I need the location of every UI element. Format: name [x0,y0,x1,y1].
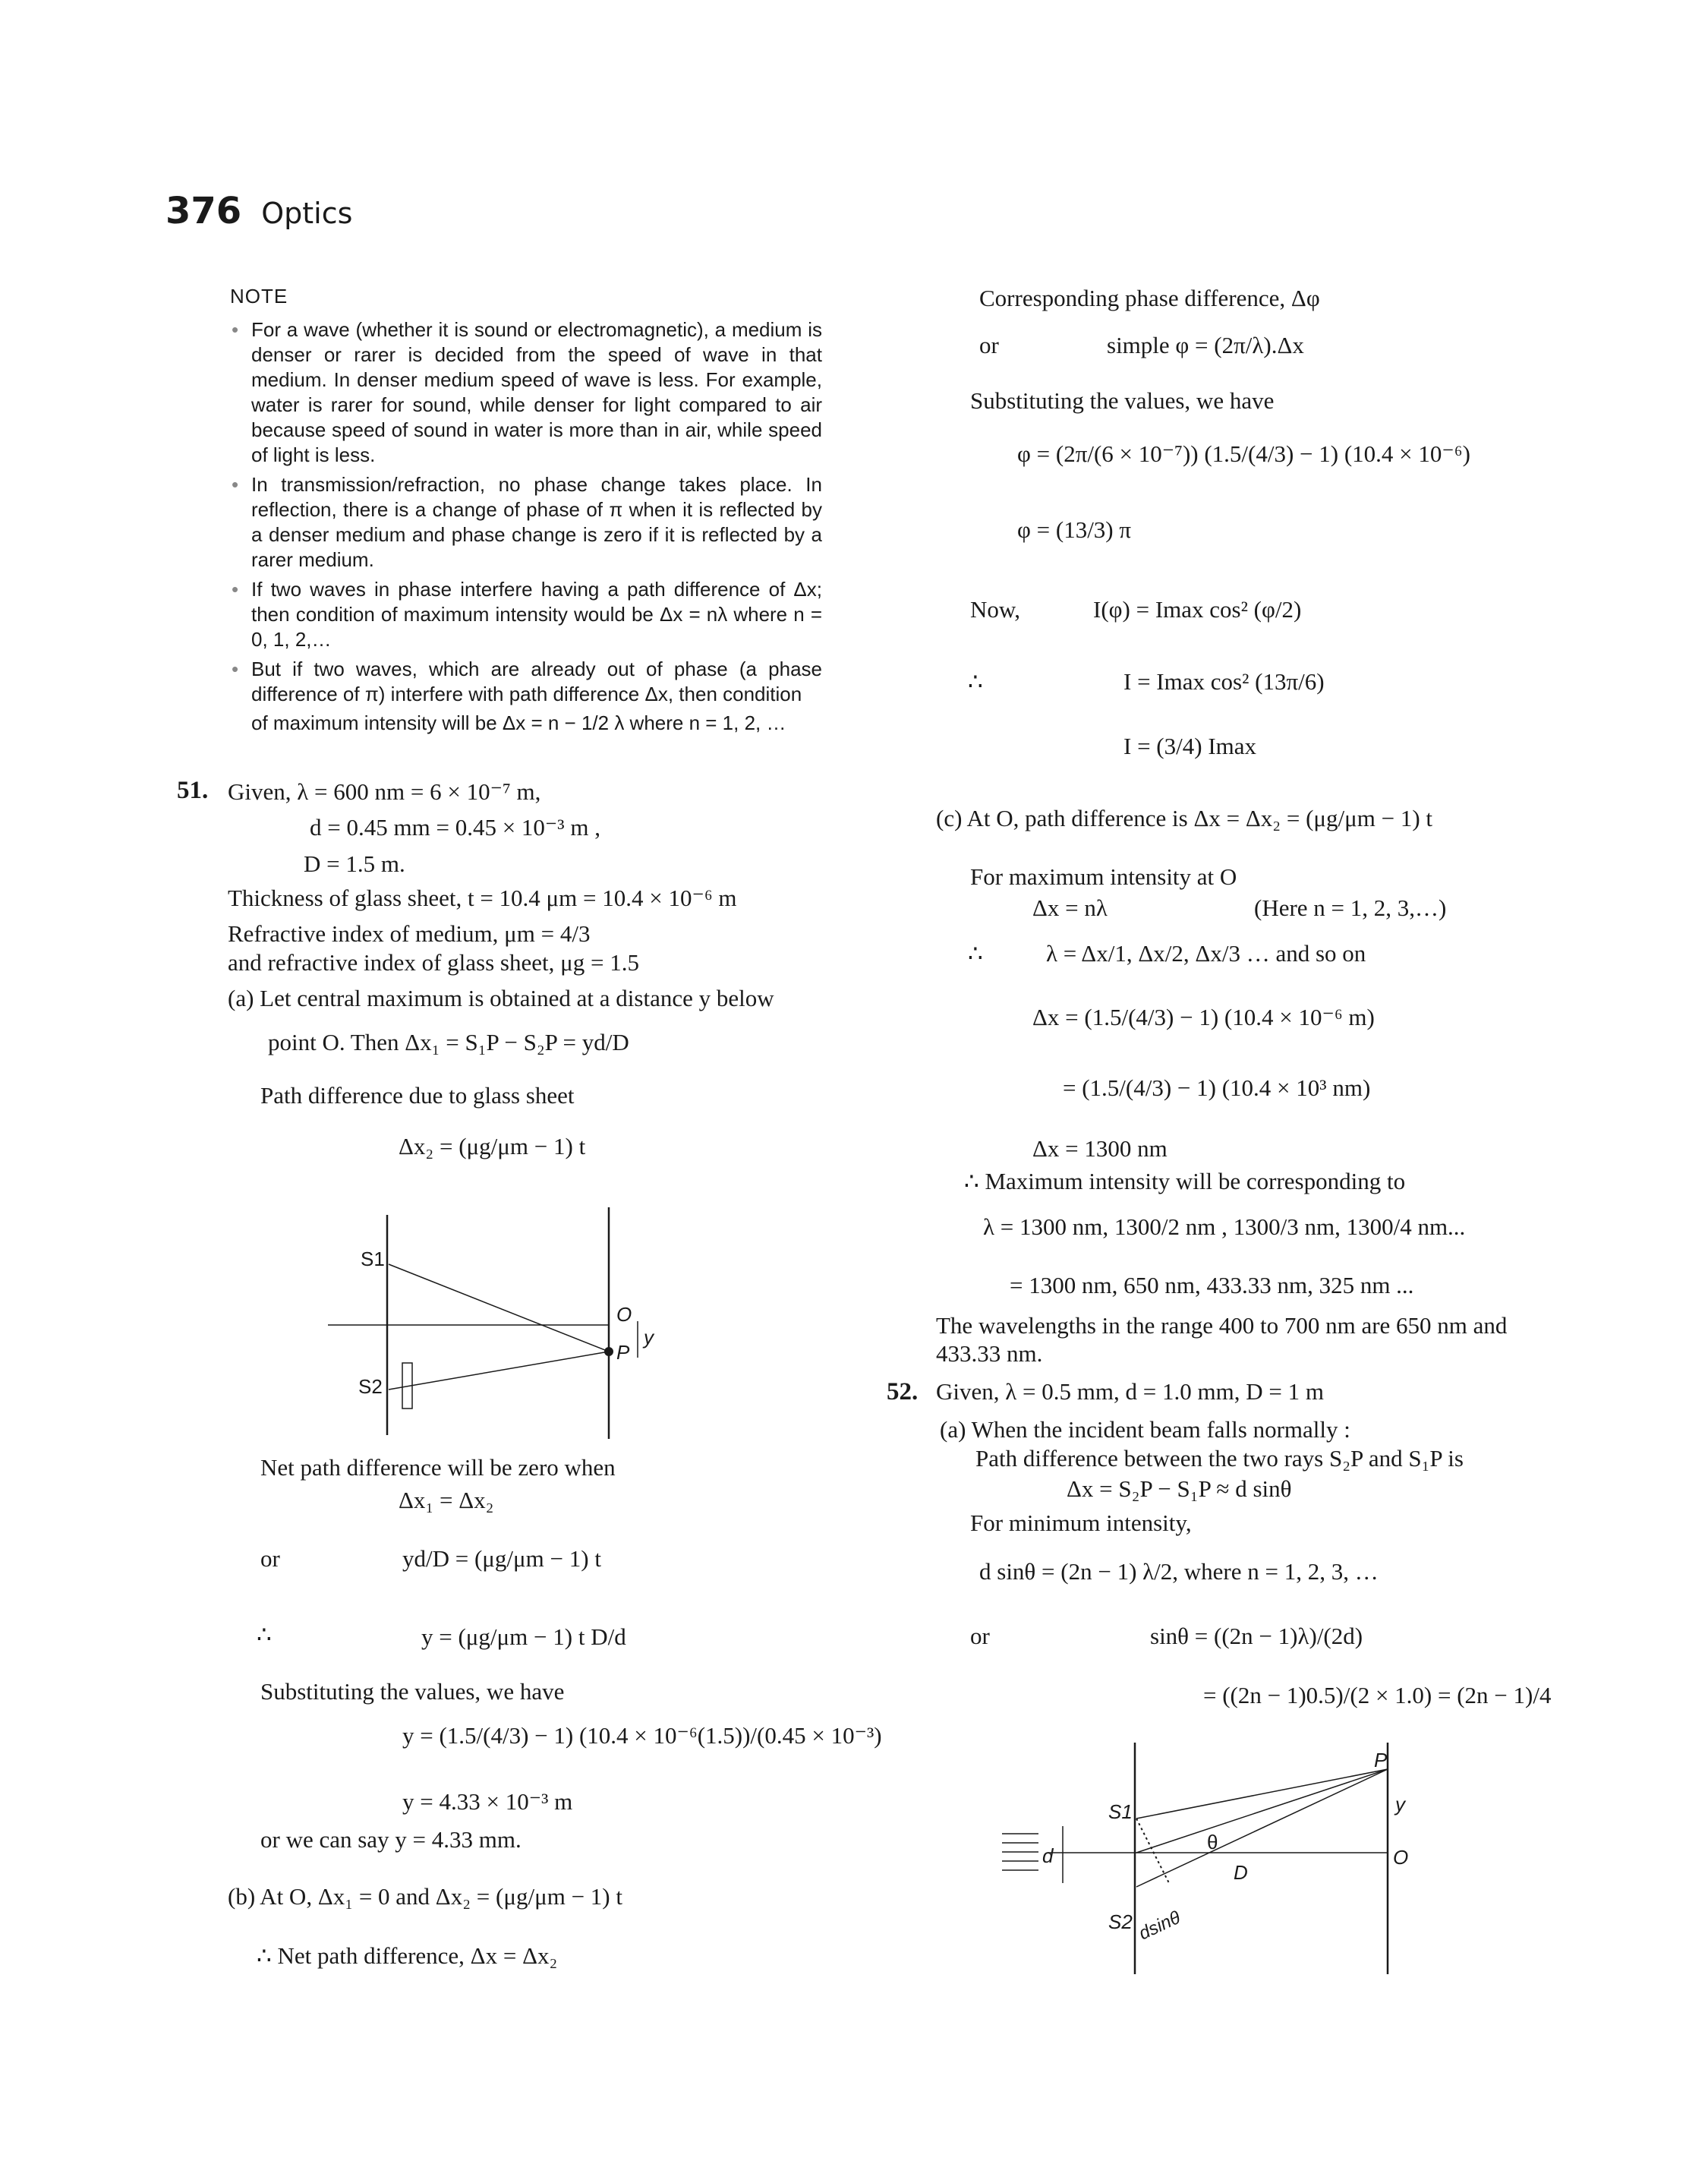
label-s1: S1 [1108,1800,1133,1823]
page-subject: Optics [261,197,353,230]
q51-d-line: d = 0.45 mm = 0.45 × 10⁻³ m , [310,814,600,841]
q51-mu-m: Refractive index of medium, μm = 4/3 [228,920,591,947]
q51-dx-val-1: Δx = (1.5/(4/3) − 1) (10.4 × 10⁻⁶ m) [1032,1004,1375,1030]
label-p: P [1374,1749,1388,1771]
q51-range-1: The wavelengths in the range 400 to 700 nm are 650 nm and [936,1312,1508,1339]
q52-dx-eq: Δx = S₂P − S₁P ≈ d sinθ [1067,1475,1292,1502]
q51-thickness: Thickness of glass sheet, t = 10.4 μm = 10.4 × 10⁻⁶ m [228,885,737,911]
q51-dx-nl: Δx = nλ [1032,894,1108,921]
q51-or: or [260,1545,280,1572]
label-p: P [616,1341,630,1364]
label-y: y [1395,1793,1405,1815]
q51-D-line: D = 1.5 m. [304,850,405,877]
q51-say: or we can say y = 4.33 mm. [260,1826,522,1853]
q52-or: or [970,1623,990,1649]
q51-therefore-2: ∴ [968,668,983,695]
q51-a-intro-1: (a) Let central maximum is obtained at a distance y below [228,985,774,1011]
note-title: NOTE [230,285,288,308]
label-dsintheta: dsinθ [1136,1907,1184,1945]
q51-therefore-3: ∴ [968,940,983,967]
question-number-52: 52. [887,1378,919,1405]
double-slit-normal-figure [987,1743,1442,1978]
ray-s1-p [389,1264,609,1352]
q52-given: Given, λ = 0.5 mm, d = 1.0 mm, D = 1 m [936,1378,1324,1405]
label-d: d [1042,1844,1054,1867]
q51-given: Given, λ = 600 nm = 6 × 10⁻⁷ m, [228,778,541,805]
note-box [230,285,822,735]
q52-sin-eq-2: = ((2n − 1)0.5)/(2 × 1.0) = (2n − 1)/4 [1203,1682,1552,1708]
q51-phi-2: φ = (13/3) π [1017,516,1132,543]
note-item: • For a wave (whether it is sound or electromagnetic), a medium is denser or rarer is decided from the speed of wave in that medium. In denser medium speed of wave is less. For example, water is rarer for sound, while denser for light compared to air because speed of sound in water is more than in air, while speed of light is less. [230,317,822,468]
q51-net-zero: Net path difference will be zero when [260,1454,616,1481]
q52-min-int: For minimum intensity, [970,1509,1192,1536]
label-o: O [616,1303,632,1326]
q51-dx-val-2: = (1.5/(4/3) − 1) (10.4 × 10³ nm) [1063,1074,1371,1101]
note-item: • In transmission/refraction, no phase change takes place. In reflection, there is a change of phase of π when it is reflected by a denser medium and phase change is zero if it is reflected by a rarer medium. [230,472,822,573]
q51-subst-2: Substituting the values, we have [970,387,1275,414]
q51-c-line: (c) At O, path difference is Δx = Δx₂ = (μg/μm − 1) t [936,805,1433,831]
q51-lambda-eq: λ = Δx/1, Δx/2, Δx/3 … and so on [1046,940,1366,967]
incident-arrows [1002,1834,1038,1870]
question-number-51: 51. [177,777,209,804]
note-last-line: of maximum intensity will be Δx = n − 1/2 λ where n = 1, 2, … [251,711,786,734]
label-s1: S1 [361,1248,385,1270]
q51-I-eq-2: I = Imax cos² (13π/6) [1123,668,1325,695]
note-item: • But if two waves, which are already out of phase (a phase difference of π) interfere with path difference Δx, then condition [230,657,822,707]
q51-a-intro-2: point O. Then Δx₁ = S₁P − S₂P = yd/D [268,1029,629,1055]
label-s2: S2 [358,1375,383,1398]
note-item: • If two waves in phase interfere having a path difference of Δx; then condition of maximum intensity would be Δx = nλ where n = 0, 1, 2,… [230,577,822,652]
ray-s2-p [1136,1769,1388,1887]
q51-dx-val-3: Δx = 1300 nm [1032,1135,1168,1162]
point-p-marker [604,1347,613,1356]
q51-eq2: yd/D = (μg/μm − 1) t [402,1545,601,1572]
q52-path-line: Path difference between the two rays S₂P and S₁P is [975,1445,1464,1472]
label-s2: S2 [1108,1910,1133,1933]
note-list [230,317,822,707]
page-number: 376 [165,190,242,232]
page-header [165,190,352,232]
q51-net-path: ∴ Net path difference, Δx = Δx₂ [257,1942,558,1969]
q51-subst: Substituting the values, we have [260,1678,565,1705]
q51-b-line: (b) At O, Δx₁ = 0 and Δx₂ = (μg/μm − 1) t [228,1883,622,1910]
q51-eq4: y = (1.5/(4/3) − 1) (10.4 × 10⁻⁶(1.5))/(0.45 × 10⁻³) [402,1722,882,1749]
q51-I-eq: I(φ) = Imax cos² (φ/2) [1093,596,1302,623]
label-y: y [644,1326,654,1349]
q51-lambda-vals: = 1300 nm, 650 nm, 433.33 nm, 325 nm ... [1010,1272,1414,1298]
q52-a-line: (a) When the incident beam falls normally : [940,1416,1350,1443]
q51-now: Now, [970,596,1021,623]
q51-max-corr: ∴ Maximum intensity will be corresponding to [964,1168,1406,1194]
q51-therefore: ∴ [257,1621,272,1648]
label-o: O [1393,1846,1409,1869]
double-slit-glass-figure [319,1207,683,1443]
q52-min-eq: d sinθ = (2n − 1) λ/2, where n = 1, 2, 3, … [979,1558,1379,1585]
q51-dx2: Δx₂ = (μg/μm − 1) t [399,1133,586,1159]
q51-eq5: y = 4.33 × 10⁻³ m [402,1788,573,1815]
q51-or-2: or [979,332,999,358]
q51-phi-1: φ = (2π/(6 × 10⁻⁷)) (1.5/(4/3) − 1) (10.4 × 10⁻⁶) [1017,440,1470,467]
label-D: D [1234,1861,1248,1884]
q51-lambda-list: λ = 1300 nm, 1300/2 nm , 1300/3 nm, 1300/4 nm... [983,1213,1466,1240]
q51-mu-g: and refractive index of glass sheet, μg = 1.5 [228,949,639,976]
q51-range-2: 433.33 nm. [936,1340,1043,1367]
q51-I-eq-3: I = (3/4) Imax [1123,733,1257,759]
ray-s2-p [389,1352,609,1390]
q51-eq3: y = (μg/μm − 1) t D/d [421,1623,626,1650]
label-theta: θ [1207,1831,1218,1853]
q51-path-glass: Path difference due to glass sheet [260,1082,575,1109]
q51-phase-diff: Corresponding phase difference, Δφ [979,285,1320,311]
q51-eq1: Δx₁ = Δx₂ [399,1487,494,1513]
q52-sin-eq-1: sinθ = ((2n − 1)λ)/(2d) [1150,1623,1363,1649]
q51-max-at-o: For maximum intensity at O [970,863,1237,890]
q51-phase-eq: simple φ = (2π/λ).Δx [1107,332,1304,358]
q51-here-n: (Here n = 1, 2, 3,…) [1254,894,1447,921]
